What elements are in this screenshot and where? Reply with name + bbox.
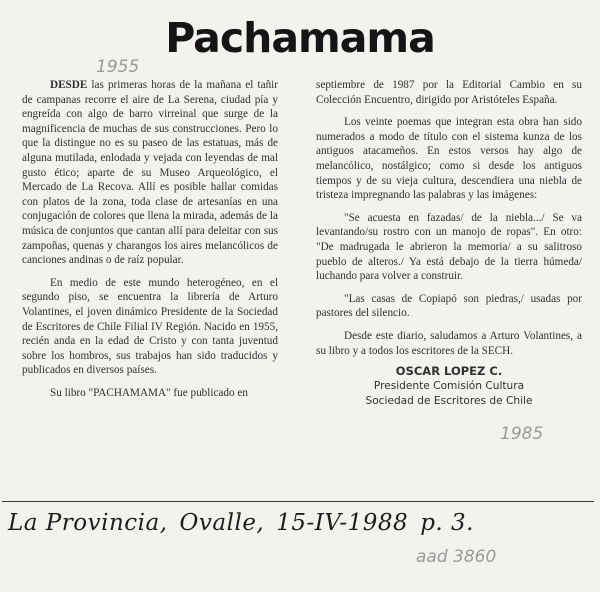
article-column-left <box>22 78 278 400</box>
clipping-bottom-rule <box>2 501 594 502</box>
quote-verses: "Se acuesta en fazadas/ de la niebla.../ Se va levantando/su rostro con un manojo de ropas". En otro: "De madrugada le abrieron la memoria/ a su salitroso pueblo de alteros./ Ya está debajo de la tierra húmeda/ luchando para volver a construir. <box>316 211 582 283</box>
archive-code: aad 3860 <box>416 547 497 567</box>
pencil-note-year-right: 1985 <box>500 424 544 444</box>
source-date: 15-IV-1988 <box>276 510 409 536</box>
signature-organization: Sociedad de Escritores de Chile <box>365 395 533 408</box>
paragraph-greeting: Desde este diario, saludamos a Arturo Volantines, a su libro y a todos los escritores de la SECH. <box>316 329 582 357</box>
paragraph-poems: Los veinte poemas que integran esta obra han sido numerados a modo de título con el sistema kunza de los antiguos atacameños. En estos versos hay algo de melancólico, nostálgico; como si desde los antiguos tiempos y de su vieja cultura, descendiera una niebla de tristeza impregnando las palabras y las imágenes: <box>316 116 582 202</box>
signature-name: OSCAR LOPEZ C. <box>395 364 503 379</box>
source-paper: La Provincia, <box>8 510 168 536</box>
signature-role: Presidente Comisión Cultura <box>373 380 525 393</box>
paragraph-intro-text: las primeras horas de la mañana el tañir de campanas recorre el aire de La Serena, ciudad pía y engreída con algo de barro virreinal que surge de la magnificencia de muchas de sus construcciones. Pero lo que la distingue no es su paseo de las estatuas, más de alguna mutilada, enlodada y vejada con leyendas de mal gusto ético; aparte de su Museo Arqueológico, el Mercado de La Recova. Allí es posible hallar comidas con platos de la zona, toda clase de artesanías en una conjugación de colores que llena la mirada, además de la música de conjuntos que cantan allí para deleitar con sus zampoñas, quenas y charangos los aires melancólicos de canciones andinas o de raíz popular. <box>22 79 278 267</box>
quote-copiapo: "Las casas de Copiapó son piedras,/ usadas por pastores del silencio. <box>316 292 582 320</box>
handwritten-source-note <box>8 510 486 536</box>
source-city: Ovalle, <box>179 510 265 536</box>
paragraph-publication: septiembre de 1987 por la Editorial Cambio en su Colección Encuentro, dirigido por Aristóteles España. <box>316 79 582 106</box>
article-column-right <box>316 78 582 409</box>
paragraph-book: Su libro "PACHAMAMA" fue publicado en <box>50 386 248 399</box>
paragraph-bookstore: En medio de este mundo heterogéneo, en el segundo piso, se encuentra la librería de Arturo Volantines, el joven dinámico Presidente de la Sociedad de Escritores de Chile Filial IV Región. Nacido en 1955, recién anda en la edad de Cristo y con tanta juventud sobre los hombros, sus trabajos han sido traducidos y publicados en diversos países. <box>22 276 278 377</box>
paragraph-intro <box>22 78 278 268</box>
signature-block <box>316 364 582 409</box>
lead-word: DESDE <box>50 79 88 91</box>
pencil-note-year-left: 1955 <box>96 57 140 77</box>
article-title: Pachamama <box>165 14 435 62</box>
source-page: p. 3. <box>420 510 474 536</box>
